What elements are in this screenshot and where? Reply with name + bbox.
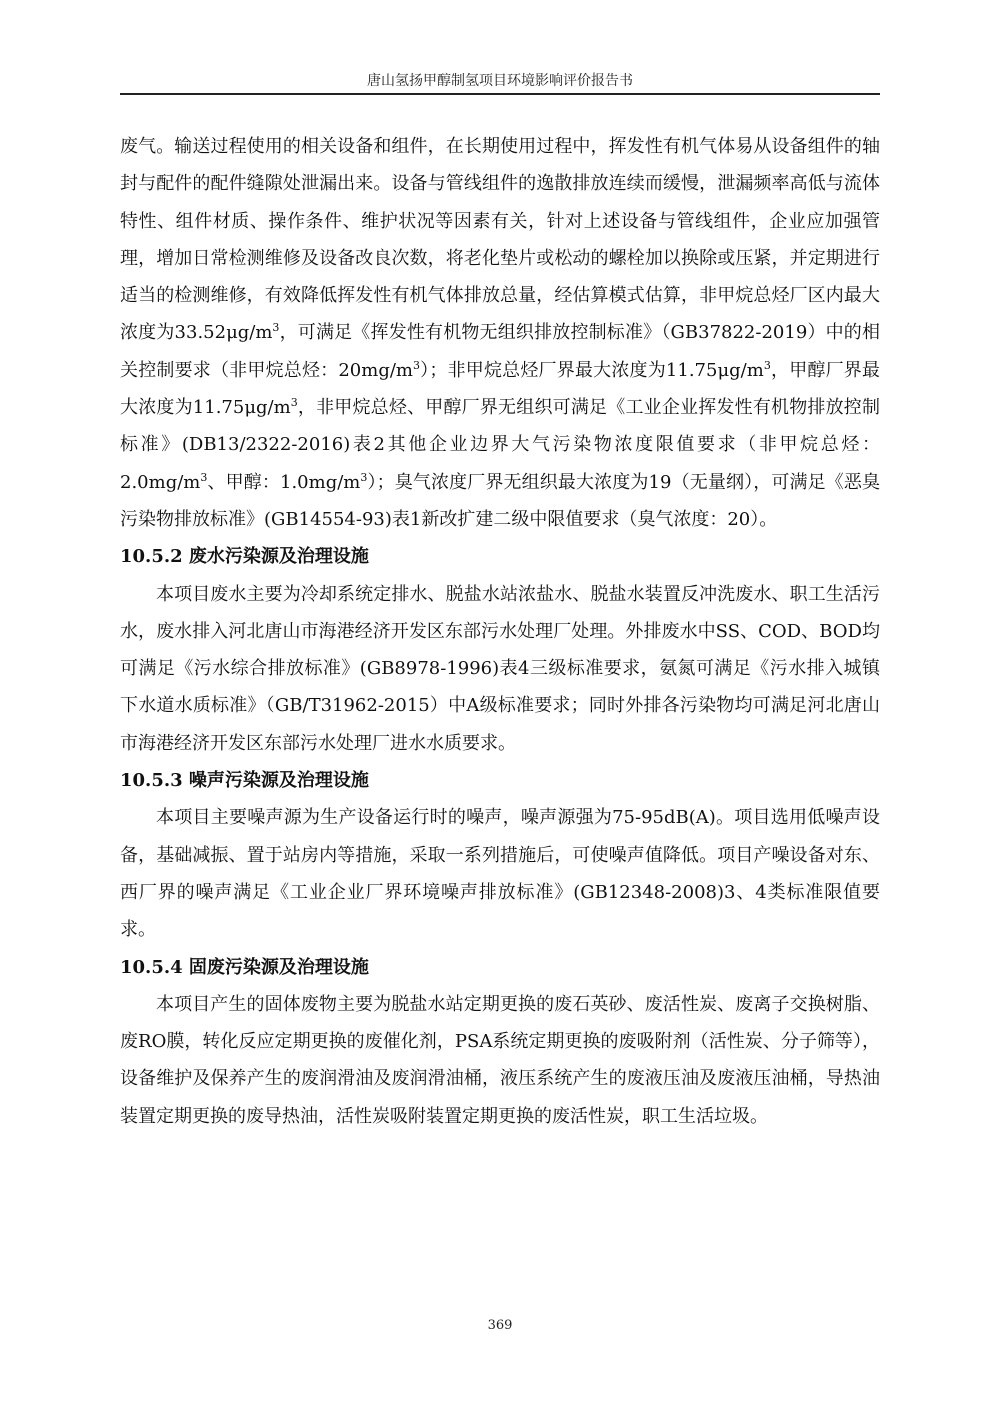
section-heading-wastewater: 10.5.2 废水污染源及治理设施	[120, 546, 369, 568]
section-body-noise: 本项目主要噪声源为生产设备运行时的噪声，噪声源强为75-95dB(A)。项目选用低噪声设备，基础减振、置于站房内等措施，采取一系列措施后，可使噪声值降低。项目产噪设备对东、西厂界的噪声满足《工业企业厂界环境噪声排放标准》(GB12348-2008)3、4类标准限值要求。	[120, 807, 880, 941]
section-heading-solid-waste: 10.5.4 固废污染源及治理设施	[120, 956, 369, 978]
section-body-wastewater: 本项目废水主要为冷却系统定排水、脱盐水站浓盐水、脱盐水装置反冲洗废水、职工生活污水，废水排入河北唐山市海港经济开发区东部污水处理厂处理。外排废水中SS、COD、BOD均可满足《污水综合排放标准》(GB8978-1996)表4三级标准要求，氨氮可满足《污水排入城镇下水道水质标准》（GB/T31962-2015）中A级标准要求；同时外排各污染物均可满足河北唐山市海港经济开发区东部污水处理厂进水水质要求。	[120, 583, 880, 754]
section-heading-noise: 10.5.3 噪声污染源及治理设施	[120, 770, 369, 792]
section-body-solid-waste: 本项目产生的固体废物主要为脱盐水站定期更换的废石英砂、废活性炭、废离子交换树脂、废RO膜，转化反应定期更换的废催化剂，PSA系统定期更换的废吸附剂（活性炭、分子筛等），设备维护及保养产生的废润滑油及废润滑油桶，液压系统产生的废液压油及废液压油桶，导热油装置定期更换的废导热油，活性炭吸附装置定期更换的废活性炭，职工生活垃圾。	[120, 993, 880, 1127]
header-divider	[120, 93, 880, 95]
running-header: 唐山氢扬甲醇制氢项目环境影响评价报告书	[367, 73, 633, 89]
page-body	[120, 128, 880, 1135]
intro-paragraph: 废气。输送过程使用的相关设备和组件，在长期使用过程中，挥发性有机气体易从设备组件的轴封与配件的配件缝隙处泄漏出来。设备与管线组件的逸散排放连续而缓慢，泄漏频率高低与流体特性、组件材质、操作条件、维护状况等因素有关，针对上述设备与管线组件，企业应加强管理，增加日常检测维修及设备改良次数，将老化垫片或松动的螺栓加以换除或压紧，并定期进行适当的检测维修，有效降低挥发性有机气体排放总量，经估算模式估算，非甲烷总烃厂区内最大浓度为$33.52\mu g/m^3$，可满足《挥发性有机物无组织排放控制标准》（GB37822-2019）中的相关控制要求（非甲烷总烃：$20mg/m^3$）；非甲烷总烃厂界最大浓度为$11.75\mu g/m^3$，甲醇厂界最大浓度为$11.75\mu g/m^3$，非甲烷总烃、甲醇厂界无组织可满足《工业企业挥发性有机物排放控制标准》(DB13/2322-2016)表2其他企业边界大气污染物浓度限值要求（非甲烷总烃：$2.0mg/m^3$、甲醇：$1.0mg/m^3$）；臭气浓度厂界无组织最大浓度为19（无量纲），可满足《恶臭污染物排放标准》(GB14554-93)表1新改扩建二级中限值要求（臭气浓度：20）。	[120, 136, 881, 530]
page-number: 369	[487, 1318, 513, 1333]
